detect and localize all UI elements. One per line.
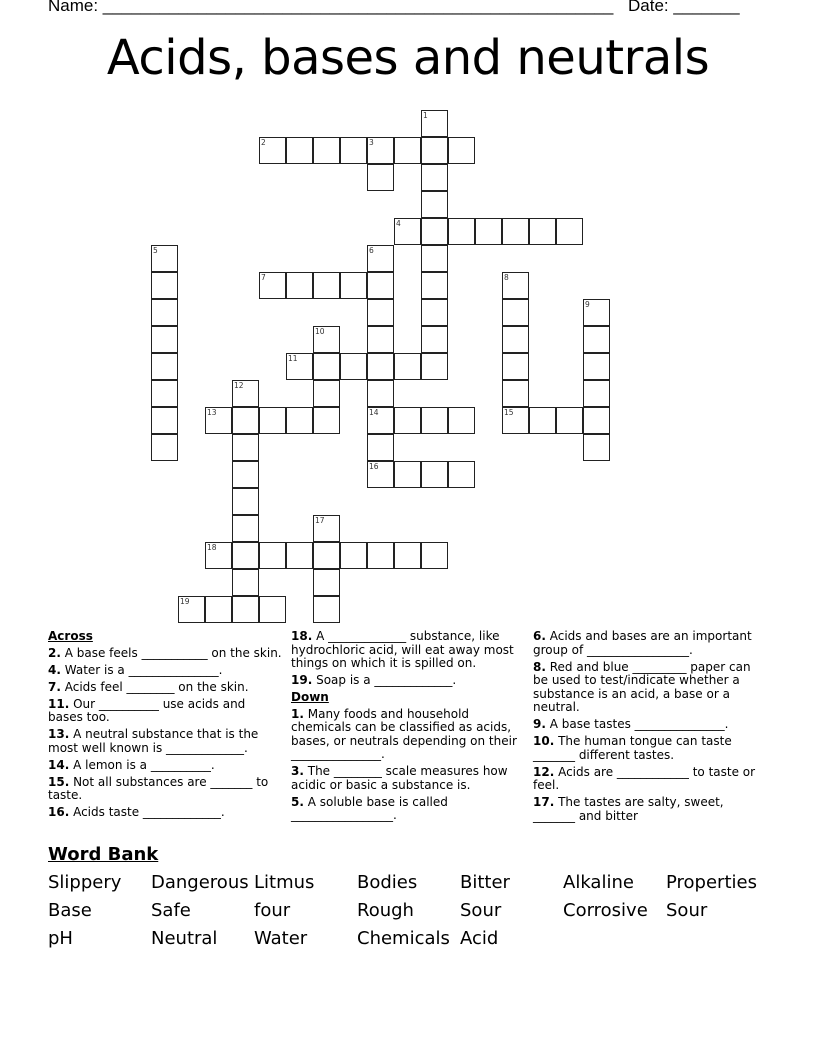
clue-number: 17.: [533, 795, 555, 809]
crossword-cell[interactable]: [367, 137, 394, 164]
clue-text: A lemon is a __________.: [69, 757, 215, 772]
clue-number: 12.: [533, 764, 555, 779]
crossword-cell[interactable]: [502, 407, 529, 434]
clue-down-8: [533, 661, 765, 715]
crossword-cell[interactable]: [529, 218, 556, 245]
clue-number: 16.: [48, 805, 70, 819]
cell-number: 2: [261, 138, 266, 147]
crossword-cell[interactable]: [421, 218, 448, 245]
crossword-cell[interactable]: [394, 218, 421, 245]
crossword-cell[interactable]: [367, 326, 394, 353]
crossword-cell[interactable]: [367, 164, 394, 191]
crossword-cell[interactable]: [313, 542, 340, 569]
clue-across-2: [48, 647, 283, 661]
crossword-cell[interactable]: [340, 542, 367, 569]
clue-down-12: [533, 766, 765, 793]
clue-text: The human tongue can taste _______ different tastes.: [533, 734, 732, 762]
crossword-cell[interactable]: [286, 353, 313, 380]
cell-number: 3: [369, 138, 374, 147]
cell-number: 8: [504, 273, 509, 282]
crossword-cell[interactable]: [421, 110, 448, 137]
crossword-cell[interactable]: [313, 515, 340, 542]
clue-number: 11.: [48, 696, 70, 711]
crossword-cell[interactable]: [313, 137, 340, 164]
crossword-cell[interactable]: [313, 596, 340, 623]
crossword-cell[interactable]: [421, 164, 448, 191]
clue-down-5: [291, 796, 523, 823]
cell-number: 1: [423, 111, 428, 120]
crossword-cell[interactable]: [556, 407, 583, 434]
crossword-cell[interactable]: [421, 272, 448, 299]
crossword-cell[interactable]: [394, 461, 421, 488]
clue-across-16: [48, 806, 283, 820]
clue-down-9: [533, 718, 765, 732]
crossword-cell[interactable]: [340, 272, 367, 299]
crossword-grid: [151, 110, 611, 625]
clue-number: 13.: [48, 727, 70, 741]
word-bank-word: Litmus: [254, 872, 315, 893]
word-bank-word: Sour: [460, 900, 502, 921]
clue-across-7: [48, 681, 283, 695]
crossword-cell[interactable]: [394, 407, 421, 434]
clue-number: 6.: [533, 629, 546, 643]
crossword-cell[interactable]: [367, 245, 394, 272]
crossword-cell[interactable]: [448, 218, 475, 245]
word-bank-word: Corrosive: [563, 900, 648, 921]
word-bank-word: four: [254, 900, 291, 921]
clue-across-14: [48, 759, 283, 773]
clues-column-3: [533, 630, 765, 827]
clue-number: 14.: [48, 757, 70, 772]
clue-number: 5.: [291, 794, 304, 809]
cell-number: 10: [315, 327, 325, 336]
crossword-cell[interactable]: [502, 326, 529, 353]
cell-number: 13: [207, 408, 217, 417]
crossword-cell[interactable]: [340, 137, 367, 164]
crossword-cell[interactable]: [259, 272, 286, 299]
clue-text: Acids feel ________ on the skin.: [60, 679, 249, 694]
crossword-cell[interactable]: [259, 137, 286, 164]
crossword-cell[interactable]: [205, 407, 232, 434]
clue-down-1: [291, 708, 523, 762]
crossword-cell[interactable]: [367, 353, 394, 380]
across-heading: Across: [48, 629, 93, 643]
crossword-cell[interactable]: [286, 137, 313, 164]
crossword-cell[interactable]: [286, 272, 313, 299]
crossword-cell[interactable]: [259, 542, 286, 569]
page-title: Acids, bases and neutrals: [106, 30, 710, 86]
cell-number: 12: [234, 381, 244, 390]
clue-number: 4.: [48, 662, 61, 677]
word-bank-word: Rough: [357, 900, 414, 921]
cell-number: 18: [207, 543, 217, 552]
clue-across-4: [48, 664, 283, 678]
clue-text: Acids taste _____________.: [69, 805, 225, 819]
clue-number: 2.: [48, 645, 61, 660]
crossword-cell[interactable]: [232, 488, 259, 515]
crossword-cell[interactable]: [421, 245, 448, 272]
crossword-cell[interactable]: [151, 380, 178, 407]
crossword-cell[interactable]: [151, 407, 178, 434]
clue-text: Soap is a _____________.: [312, 673, 457, 687]
crossword-cell[interactable]: [367, 272, 394, 299]
crossword-cell[interactable]: [502, 272, 529, 299]
clue-text: Red and blue _________ paper can be used to test/indicate whether a substance is an acid, a base or a neutral.: [533, 659, 751, 714]
word-bank-word: Safe: [151, 900, 191, 921]
crossword-cell[interactable]: [259, 407, 286, 434]
crossword-cell[interactable]: [232, 380, 259, 407]
crossword-cell[interactable]: [394, 137, 421, 164]
clue-number: 1.: [291, 706, 304, 721]
clue-text: Our __________ use acids and bases too.: [48, 696, 246, 724]
crossword-cell[interactable]: [502, 353, 529, 380]
cell-number: 11: [288, 354, 298, 363]
date-field-label: Date: _______: [628, 0, 740, 15]
crossword-cell[interactable]: [232, 596, 259, 623]
cell-number: 16: [369, 462, 379, 471]
crossword-cell[interactable]: [205, 596, 232, 623]
clue-text: A soluble base is called _________________.: [291, 794, 448, 822]
clues-column-2: [291, 630, 523, 826]
crossword-cell[interactable]: [421, 191, 448, 218]
crossword-cell[interactable]: [367, 542, 394, 569]
word-bank-word: pH: [48, 928, 73, 949]
clue-text: The ________ scale measures how acidic or basic a substance is.: [291, 764, 508, 792]
clue-across-18: [291, 630, 523, 671]
crossword-cell[interactable]: [583, 434, 610, 461]
word-bank-word: Neutral: [151, 928, 218, 949]
clue-number: 15.: [48, 774, 70, 789]
crossword-cell[interactable]: [313, 380, 340, 407]
crossword-cell[interactable]: [286, 542, 313, 569]
crossword-cell[interactable]: [232, 515, 259, 542]
crossword-cell[interactable]: [448, 461, 475, 488]
crossword-cell[interactable]: [421, 407, 448, 434]
crossword-cell[interactable]: [583, 299, 610, 326]
crossword-cell[interactable]: [151, 353, 178, 380]
cell-number: 17: [315, 516, 325, 525]
clue-text: A _____________ substance, like hydrochloric acid, will eat away most things on which it is spilled on.: [291, 629, 514, 670]
word-bank-word: Acid: [460, 928, 499, 949]
word-bank-word: Base: [48, 900, 92, 921]
crossword-cell[interactable]: [151, 245, 178, 272]
crossword-cell[interactable]: [178, 596, 205, 623]
crossword-cell[interactable]: [232, 569, 259, 596]
crossword-cell[interactable]: [448, 407, 475, 434]
clue-number: 10.: [533, 734, 555, 748]
crossword-cell[interactable]: [448, 137, 475, 164]
clue-text: A base tastes _______________.: [545, 717, 729, 731]
cell-number: 9: [585, 300, 590, 309]
crossword-cell[interactable]: [313, 353, 340, 380]
crossword-cell[interactable]: [367, 407, 394, 434]
word-bank-word: Dangerous: [151, 872, 249, 893]
crossword-cell[interactable]: [421, 461, 448, 488]
word-bank-title: Word Bank: [48, 844, 159, 865]
word-bank-word: Properties: [666, 872, 757, 893]
clue-down-17: [533, 796, 765, 823]
crossword-cell[interactable]: [232, 407, 259, 434]
cell-number: 6: [369, 246, 374, 255]
crossword-cell[interactable]: [151, 434, 178, 461]
crossword-cell[interactable]: [421, 326, 448, 353]
cell-number: 14: [369, 408, 379, 417]
crossword-cell[interactable]: [394, 542, 421, 569]
clue-across-11: [48, 698, 283, 725]
crossword-cell[interactable]: [394, 353, 421, 380]
word-bank-word: Alkaline: [563, 872, 634, 893]
clue-down-10: [533, 735, 765, 762]
word-bank-word: Water: [254, 928, 308, 949]
name-field-label: Name: ______________________________________________________: [48, 0, 614, 15]
crossword-cell[interactable]: [367, 299, 394, 326]
crossword-cell[interactable]: [421, 137, 448, 164]
crossword-cell[interactable]: [313, 272, 340, 299]
clue-down-6: [533, 630, 765, 657]
down-heading: Down: [291, 690, 329, 704]
crossword-cell[interactable]: [232, 461, 259, 488]
clue-text: Water is a _______________.: [60, 662, 223, 677]
crossword-cell[interactable]: [583, 407, 610, 434]
clue-number: 7.: [48, 679, 61, 694]
clue-down-3: [291, 765, 523, 792]
clue-across-15: [48, 776, 283, 803]
crossword-cell[interactable]: [232, 434, 259, 461]
crossword-cell[interactable]: [151, 272, 178, 299]
clue-text: Acids and bases are an important group of _________________.: [533, 629, 752, 657]
crossword-cell[interactable]: [259, 596, 286, 623]
word-bank-word: Bodies: [357, 872, 418, 893]
crossword-cell[interactable]: [313, 407, 340, 434]
word-bank-word: Sour: [666, 900, 708, 921]
crossword-cell[interactable]: [502, 380, 529, 407]
clue-number: 18.: [291, 629, 313, 643]
clue-number: 8.: [533, 659, 546, 674]
word-bank-word: Bitter: [460, 872, 510, 893]
word-bank-word: Slippery: [48, 872, 122, 893]
crossword-cell[interactable]: [313, 569, 340, 596]
crossword-cell[interactable]: [286, 407, 313, 434]
crossword-cell[interactable]: [421, 542, 448, 569]
cell-number: 7: [261, 273, 266, 282]
crossword-cell[interactable]: [313, 326, 340, 353]
clue-number: 3.: [291, 764, 304, 778]
word-bank-word: Chemicals: [357, 928, 450, 949]
crossword-cell[interactable]: [367, 434, 394, 461]
crossword-cell[interactable]: [583, 380, 610, 407]
cell-number: 15: [504, 408, 514, 417]
crossword-cell[interactable]: [205, 542, 232, 569]
crossword-cell[interactable]: [529, 407, 556, 434]
crossword-cell[interactable]: [421, 299, 448, 326]
clue-text: The tastes are salty, sweet, _______ and bitter: [533, 795, 724, 823]
crossword-cell[interactable]: [556, 218, 583, 245]
clue-across-13: [48, 728, 283, 755]
crossword-cell[interactable]: [583, 326, 610, 353]
crossword-cell[interactable]: [583, 353, 610, 380]
crossword-cell[interactable]: [502, 218, 529, 245]
crossword-cell[interactable]: [340, 353, 367, 380]
clue-number: 19.: [291, 673, 313, 687]
crossword-cell[interactable]: [367, 380, 394, 407]
cell-number: 5: [153, 246, 158, 255]
crossword-cell[interactable]: [475, 218, 502, 245]
clue-text: Many foods and household chemicals can be classified as acids, bases, or neutrals depending on their _______________.: [291, 706, 517, 761]
clue-text: Acids are ____________ to taste or feel.: [533, 764, 756, 792]
clue-text: A neutral substance that is the most well known is _____________.: [48, 727, 259, 755]
cell-number: 19: [180, 597, 190, 606]
crossword-cell[interactable]: [151, 326, 178, 353]
clues-column-1: [48, 630, 283, 823]
crossword-cell[interactable]: [151, 299, 178, 326]
clue-number: 9.: [533, 717, 546, 731]
clue-text: A base feels ___________ on the skin.: [60, 645, 282, 660]
crossword-cell[interactable]: [367, 461, 394, 488]
crossword-cell[interactable]: [502, 299, 529, 326]
clue-across-19: [291, 674, 523, 688]
crossword-cell[interactable]: [421, 353, 448, 380]
crossword-cell[interactable]: [232, 542, 259, 569]
cell-number: 4: [396, 219, 401, 228]
word-bank: [48, 872, 788, 956]
clue-text: Not all substances are _______ to taste.: [48, 774, 269, 802]
